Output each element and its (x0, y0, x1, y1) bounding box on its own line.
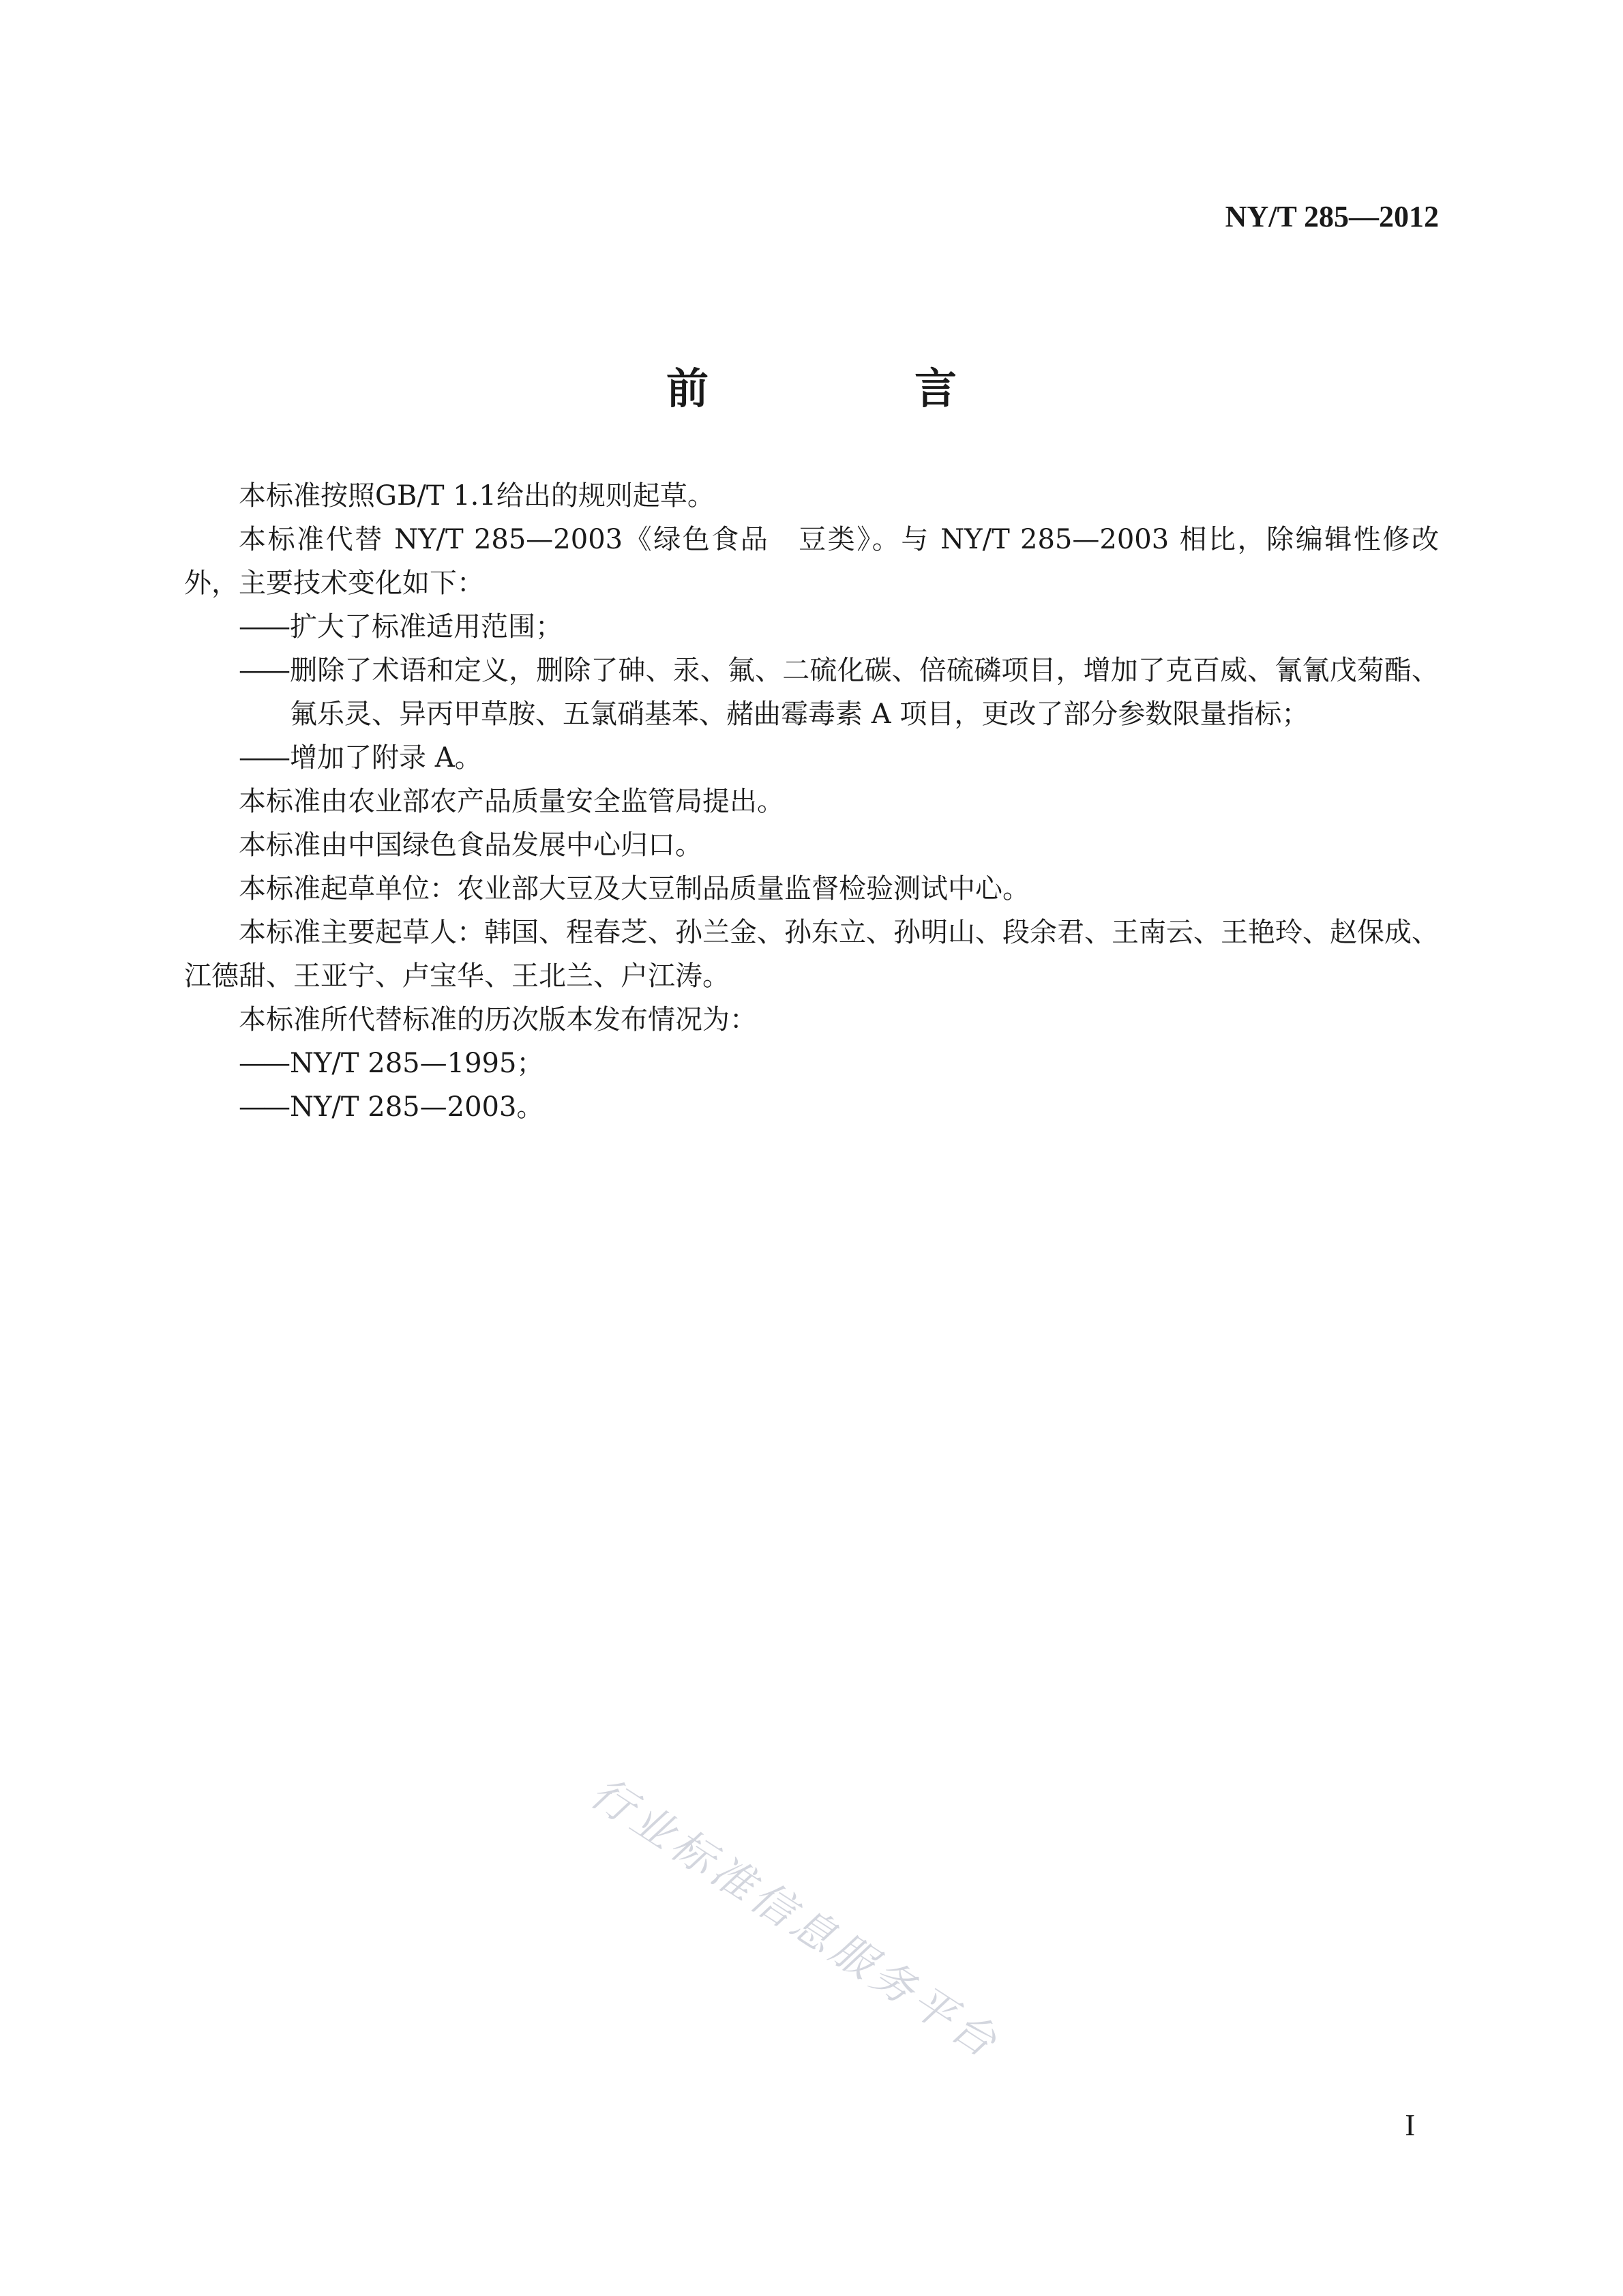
watermark: 行业标准信息服务平台 (582, 1767, 1010, 2070)
list-item-change (184, 736, 1439, 780)
foreword-body (184, 474, 1439, 1129)
change-text: 增加了附录 A。 (290, 742, 482, 774)
paragraph-drafting-rules: 本标准按照GB/T 1.1给出的规则起草。 (239, 480, 715, 512)
paragraph-history-intro: 本标准所代替标准的历次版本发布情况为： (239, 1004, 757, 1035)
dash-marker: —— (239, 611, 288, 643)
dash-marker: —— (239, 1091, 288, 1123)
list-item-history (184, 1085, 1439, 1129)
list-item-change (184, 649, 1439, 736)
list-item-change (184, 605, 1439, 649)
page-number: I (1405, 2108, 1415, 2142)
list-item-history (184, 1042, 1439, 1085)
dash-marker: —— (239, 655, 288, 686)
change-text: 扩大了标准适用范围； (290, 611, 563, 643)
history-text: NY/T 285—2003。 (290, 1091, 544, 1123)
standard-code: NY/T 285—2012 (1225, 200, 1439, 233)
change-text: 删除了术语和定义，删除了砷、汞、氟、二硫化碳、倍硫磷项目，增加了克百威、氰氰戊菊酯、氟乐灵、异丙甲草胺、五氯硝基苯、赭曲霉毒素 A 项目，更改了部分参数限量指标； (290, 655, 1439, 730)
dash-marker: —— (239, 742, 288, 774)
paragraph-drafters: 本标准主要起草人：韩国、程春芝、孙兰金、孙东立、孙明山、段余君、王南云、王艳玲、赵保成、江德甜、王亚宁、卢宝华、王北兰、户江涛。 (184, 917, 1439, 992)
paragraph-centralized: 本标准由中国绿色食品发展中心归口。 (239, 829, 702, 861)
paragraph-proposer: 本标准由农业部农产品质量安全监管局提出。 (239, 786, 784, 817)
history-text: NY/T 285—1995； (290, 1048, 544, 1079)
page-title: 前 言 (666, 364, 1039, 413)
paragraph-replacement: 本标准代替 NY/T 285—2003《绿色食品 豆类》。与 NY/T 285—2003 相比，除编辑性修改外，主要技术变化如下： (184, 524, 1439, 599)
dash-marker: —— (239, 1048, 288, 1079)
paragraph-drafting-unit: 本标准起草单位：农业部大豆及大豆制品质量监督检验测试中心。 (239, 873, 1030, 904)
